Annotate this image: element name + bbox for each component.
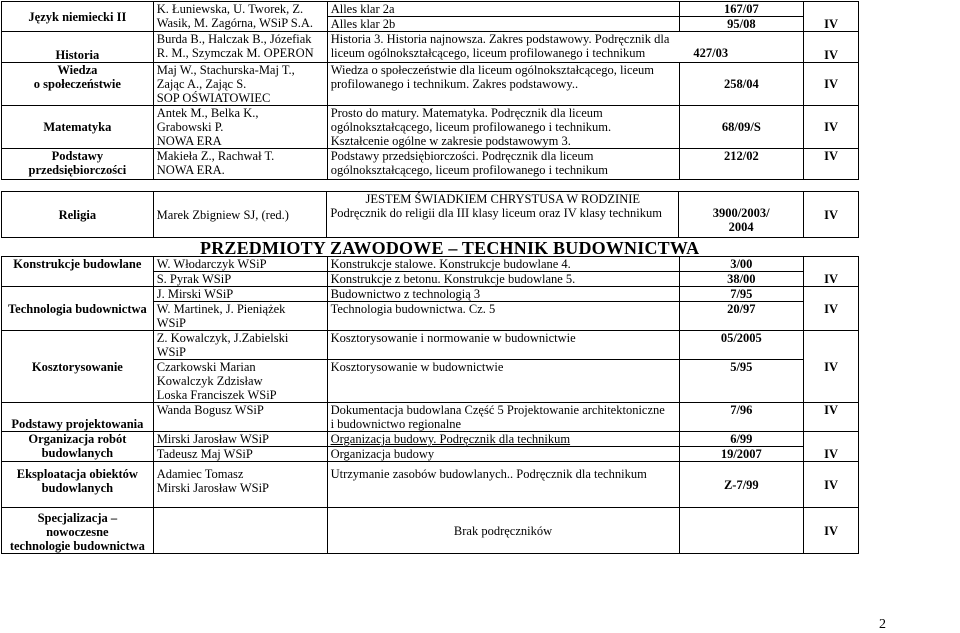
table-row [2,149,859,180]
author-cell: Maj W., Stachurska-Maj T., Zając A., Zając S. SOP OŚWIATOWIEC [153,63,327,106]
grade-cell: IV [804,2,859,32]
title-cell: Utrzymanie zasobów budowlanych.. Podręcznik dla technikum [327,462,679,508]
grade-cell: IV [804,149,859,180]
author-cell: Z. Kowalczyk, J.Zabielski WSiP [153,331,327,360]
subject-cell: Specjalizacja – nowoczesne technologie budownictwa [2,508,154,554]
title-cell: Dokumentacja budowlana Część 5 Projektowanie architektoniczne i budownictwo regionalne [327,403,679,432]
grade-cell: IV [804,192,859,238]
general-subjects-table [1,1,859,180]
title-cell: Prosto do matury. Matematyka. Podręcznik dla liceum ogólnokształcącego, liceum profilowanego i technikum. Kształcenie ogólne w zakresie podstawowym 3. [327,106,679,149]
number-cell: 7/96 [679,403,804,432]
table-row [2,106,859,149]
number-cell: 38/00 [679,272,804,287]
author-cell: K. Łuniewska, U. Tworek, Z. Wasik, M. Zagórna, WSiP S.A. [153,2,327,32]
table-row [2,287,859,302]
author-cell: Makieła Z., Rachwał T. NOWA ERA. [153,149,327,180]
number-cell: 212/02 [679,149,804,180]
grade-cell: IV [804,106,859,149]
title-cell: Konstrukcje stalowe. Konstrukcje budowlane 4. [327,257,679,272]
subject-cell: Eksploatacja obiektów budowlanych [2,462,154,508]
table-row [2,403,859,432]
title-cell: Wiedza o społeczeństwie dla liceum ogólnokształcącego, liceum profilowanego i technikum. Zakres podstawowy.. [327,63,679,106]
author-cell: Czarkowski Marian Kowalczyk Zdzisław Loska Franciszek WSiP [153,360,327,403]
page-number: 2 [879,617,886,632]
grade-cell: IV [804,403,859,432]
subject-cell: Konstrukcje budowlane [2,257,154,287]
number-text: 427/03 [693,46,729,60]
number-cell: 3/00 [679,257,804,272]
author-cell: J. Mirski WSiP [153,287,327,302]
grade-cell: IV [804,63,859,106]
table-row [2,432,859,447]
title-cell: JESTEM ŚWIADKIEM CHRYSTUSA W RODZINIE Podręcznik do religii dla III klasy liceum oraz IV klasy technikum [327,192,679,238]
author-cell: Wanda Bogusz WSiP [153,403,327,432]
number-cell: Z-7/99 [679,462,804,508]
title-cell: Historia 3. Historia najnowsza. Zakres podstawowy. Podręcznik dla liceum ogólnokształcącego, liceum profilowanego i technikum 427/03 [327,32,803,63]
author-cell: Antek M., Belka K., Grabowski P. NOWA ERA [153,106,327,149]
grade-cell: IV [804,287,859,331]
number-cell: 7/95 [679,287,804,302]
table-row [2,462,859,508]
number-cell: 167/07 [679,2,804,17]
vocational-subjects-table [1,256,859,554]
table-row [2,32,859,63]
title-cell: Alles klar 2a [327,2,679,17]
table-row [2,331,859,360]
grade-cell: IV [804,257,859,287]
table-row [2,508,859,554]
author-cell: Mirski Jarosław WSiP [153,432,327,447]
title-cell: Kosztorysowanie i normowanie w budownictwie [327,331,679,360]
title-cell: Budownictwo z technologią 3 [327,287,679,302]
grade-cell: IV [804,331,859,403]
subject-cell: Matematyka [2,106,154,149]
number-cell: 19/2007 [679,447,804,462]
subject-cell: Język niemiecki II [2,2,154,32]
title-cell: Alles klar 2b [327,17,679,32]
subject-cell: Podstawy projektowania [2,403,154,432]
subject-cell: Organizacja robót budowlanych [2,432,154,462]
title-cell: Kosztorysowanie w budownictwie [327,360,679,403]
number-cell: 258/04 [679,63,804,106]
subject-cell: Podstawy przedsiębiorczości [2,149,154,180]
table-row [2,2,859,17]
title-cell: Organizacja budowy. Podręcznik dla technikum [327,432,679,447]
section-heading: PRZEDMIOTY ZAWODOWE – TECHNIK BUDOWNICTWA [200,238,700,258]
number-cell: 3900/2003/ 2004 [679,192,804,238]
subject-cell: Kosztorysowanie [2,331,154,403]
title-cell: Podstawy przedsiębiorczości. Podręcznik dla liceum ogólnokształcącego, liceum profilowanego i technikum [327,149,679,180]
religion-table [1,191,859,238]
number-cell: 05/2005 [679,331,804,360]
author-cell: W. Martinek, J. Pieniążek WSiP [153,302,327,331]
subject-cell: Religia [2,192,154,238]
table-row [2,192,859,238]
subject-cell: Historia [2,32,154,63]
number-cell: 5/95 [679,360,804,403]
number-cell: 68/09/S [679,106,804,149]
grade-cell: IV [804,508,859,554]
number-cell: 20/97 [679,302,804,331]
title-cell: Brak podręczników [327,508,679,554]
author-cell: Marek Zbigniew SJ, (red.) [153,192,327,238]
number-cell [679,508,804,554]
table-row [2,63,859,106]
title-cell: Konstrukcje z betonu. Konstrukcje budowlane 5. [327,272,679,287]
subject-cell: Technologia budownictwa [2,287,154,331]
number-cell: 95/08 [679,17,804,32]
author-cell: Burda B., Halczak B., Józefiak R. M., Szymczak M. OPERON [153,32,327,63]
author-cell: S. Pyrak WSiP [153,272,327,287]
grade-cell: IV [804,462,859,508]
author-cell: Tadeusz Maj WSiP [153,447,327,462]
subject-cell: Wiedza o społeczeństwie [2,63,154,106]
table-row [2,257,859,272]
grade-cell: IV [804,32,859,63]
number-cell: 6/99 [679,432,804,447]
grade-cell: IV [804,432,859,462]
author-cell: Adamiec Tomasz Mirski Jarosław WSiP [153,462,327,508]
author-cell [153,508,327,554]
title-cell: Organizacja budowy [327,447,679,462]
author-cell: W. Włodarczyk WSiP [153,257,327,272]
title-cell: Technologia budownictwa. Cz. 5 [327,302,679,331]
